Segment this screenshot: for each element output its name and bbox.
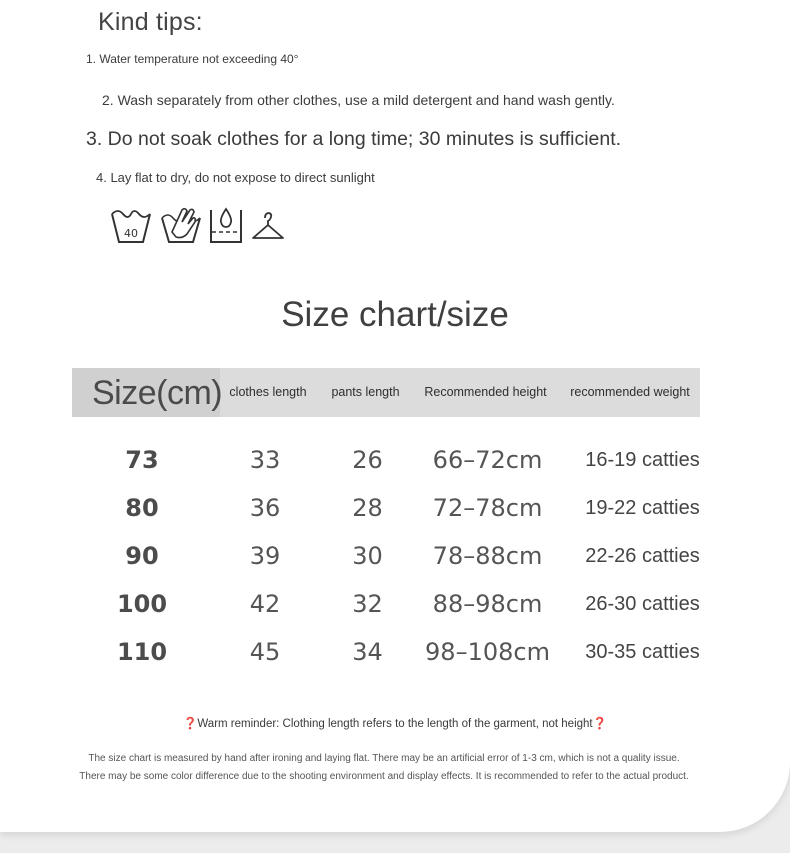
- warm-reminder: ❓Warm reminder: Clothing length refers to the length of the garment, not height❓: [183, 718, 607, 730]
- cell-clothes-length: 42: [249, 590, 281, 618]
- cell-height: 66–72cm: [432, 446, 543, 474]
- hand-wash-icon: [160, 206, 202, 246]
- header-recommended-weight: recommended weight: [570, 385, 690, 399]
- tip-1: 1. Water temperature not exceeding 40°: [86, 52, 299, 66]
- header-clothes-length: clothes length: [229, 385, 307, 399]
- measurement-note: The size chart is measured by hand after ironing and laying flat. There may be an artificial error of 1-3 cm, which is not a quality issue.: [88, 753, 680, 764]
- hanger-icon: [250, 206, 286, 246]
- tip-2: 2. Wash separately from other clothes, use a mild detergent and hand wash gently.: [102, 92, 615, 108]
- tip-4: 4. Lay flat to dry, do not expose to direct sunlight: [96, 170, 375, 185]
- header-size-label: Size(cm): [92, 374, 223, 412]
- cell-size: 110: [116, 638, 168, 666]
- cell-clothes-length: 39: [249, 542, 281, 570]
- wash-40-icon: [110, 206, 152, 246]
- tip-3: 3. Do not soak clothes for a long time; 30 minutes is sufficient.: [86, 128, 622, 150]
- cell-size: 73: [125, 446, 159, 474]
- table-row: [0, 490, 790, 526]
- color-note: There may be some color difference due to the shooting environment and display effects. It is recommended to refer to the actual product.: [79, 771, 689, 782]
- cell-size: 90: [125, 542, 159, 570]
- cell-weight: 26-30 catties: [585, 592, 700, 615]
- cell-height: 88–98cm: [432, 590, 543, 618]
- cell-pants-length: 26: [352, 446, 383, 474]
- cell-weight: 16-19 catties: [585, 448, 700, 471]
- cell-size: 80: [125, 494, 159, 522]
- cell-clothes-length: 36: [249, 494, 281, 522]
- no-bleach-icon: [209, 206, 243, 246]
- cell-height: 72–78cm: [432, 494, 543, 522]
- cell-height: 98–108cm: [425, 638, 550, 666]
- cell-height: 78–88cm: [432, 542, 543, 570]
- cell-clothes-length: 33: [249, 446, 281, 474]
- cell-weight: 30-35 catties: [585, 640, 700, 663]
- cell-clothes-length: 45: [249, 638, 281, 666]
- table-row: [0, 586, 790, 622]
- cell-pants-length: 32: [352, 590, 383, 618]
- cell-pants-length: 34: [352, 638, 383, 666]
- table-row: [0, 538, 790, 574]
- size-chart-title: Size chart/size: [281, 295, 509, 334]
- cell-pants-length: 30: [352, 542, 383, 570]
- tips-title: Kind tips:: [98, 8, 203, 36]
- table-row: [0, 634, 790, 670]
- header-pants-length: pants length: [331, 385, 400, 399]
- table-row: [0, 442, 790, 478]
- cell-weight: 19-22 catties: [585, 496, 700, 519]
- cell-weight: 22-26 catties: [585, 544, 700, 567]
- cell-pants-length: 28: [352, 494, 383, 522]
- header-recommended-height: Recommended height: [424, 385, 547, 399]
- header-size: [72, 368, 223, 417]
- cell-size: 100: [116, 590, 168, 618]
- wash-temp-label: 40: [124, 227, 138, 240]
